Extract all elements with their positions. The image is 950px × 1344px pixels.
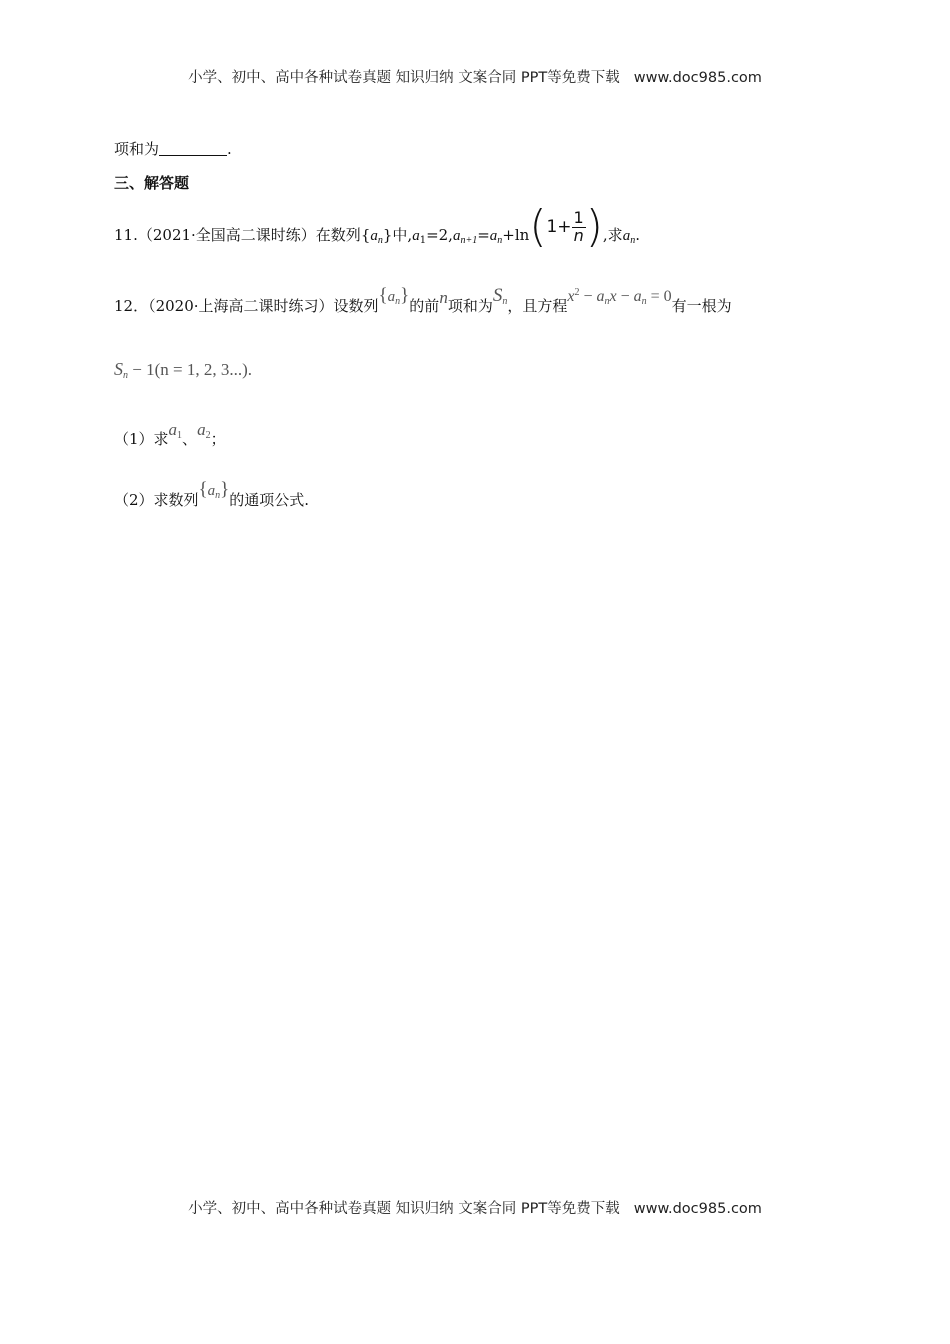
q12-root: 有一根为 [671, 297, 732, 315]
q12-eq-a2: a [633, 288, 642, 305]
q12-eq-x: x [609, 288, 617, 305]
q12-part2-label: （2）求数列 [114, 491, 199, 509]
q12-part1-sep: 、 [182, 430, 198, 448]
q11-source: （2021·全国高二课时练）在数列 [137, 226, 361, 244]
q11-brace-close: } [382, 226, 393, 244]
q11-mid: 中, [392, 226, 413, 244]
q12-part1-label: （1）求 [114, 430, 169, 448]
continuation-end: . [227, 140, 232, 158]
header-banner [0, 66, 950, 87]
q12-eq-n2: n [641, 296, 647, 307]
q11-a1: a [412, 228, 420, 244]
header-text: 小学、初中、高中各种试卷真题 知识归纳 文案合同 PPT等免费下载 [188, 70, 620, 86]
q11-tail: ,求 [602, 226, 623, 244]
q12-front: 的前 [409, 297, 440, 315]
q12-eq-a1: a [596, 288, 605, 305]
q12-eq0: = 0 [650, 288, 672, 305]
q12-S [492, 285, 508, 307]
q11-frac-den: n [573, 225, 584, 245]
q12-n: n [439, 288, 448, 307]
q11-an: a [489, 228, 498, 244]
q12-number: 12． [114, 297, 149, 315]
q12-brace-open: { [378, 285, 388, 306]
q12-terms-sum: 项和为 [447, 297, 493, 315]
q12-part2-seq [198, 479, 230, 501]
q12-sq: 2 [574, 287, 580, 298]
q12-seq-a: a [387, 289, 396, 305]
q12-seq [378, 285, 410, 307]
q12-part2-brace-open: { [198, 479, 208, 500]
q11-end: . [635, 226, 640, 244]
answer-blank [159, 141, 227, 156]
q11-sub-n1: n+1 [460, 235, 478, 246]
q11-brace-open: { [360, 226, 371, 244]
q12-part2 [114, 479, 310, 511]
q12-eq-n1: n [604, 296, 610, 307]
question-12 [114, 285, 732, 317]
section-heading: 三、解答题 [114, 174, 190, 192]
q12-part2-a: a [207, 483, 216, 499]
q11-sub-n: n [497, 235, 503, 246]
q12-part1-a1 [169, 420, 183, 439]
q12-line2-minus1: − 1 [132, 360, 155, 379]
question-11 [114, 201, 640, 258]
q12-part1-a1-letter: a [168, 420, 178, 439]
q12-line2-S: S [114, 359, 123, 379]
q12-comma-eq: ，且方程 [507, 297, 568, 315]
q12-part1-a1-sub: 1 [177, 430, 183, 441]
q11-one-plus: 1+ [546, 216, 572, 237]
q12-seq-n: n [395, 296, 401, 307]
q12-minus-1: − [583, 288, 593, 305]
footer-banner [0, 1197, 950, 1218]
q12-part1 [114, 420, 226, 450]
q12-line2-n: n [123, 370, 128, 381]
q12-line2 [114, 360, 252, 381]
q12-equation [567, 288, 671, 305]
q11-an1: a [452, 228, 461, 244]
q12-part2-n: n [215, 490, 221, 501]
q12-part1-a2-letter: a [197, 420, 206, 439]
q11-tail-n: n [630, 235, 636, 246]
q11-fraction [572, 207, 586, 245]
q11-paren-left: ( [529, 201, 547, 252]
q12-part1-a2 [197, 420, 211, 439]
q11-number: 11. [114, 226, 138, 244]
footer-text: 小学、初中、高中各种试卷真题 知识归纳 文案合同 PPT等免费下载 [188, 1201, 620, 1217]
q12-part2-end: 的通项公式. [229, 491, 310, 509]
header-url[interactable]: www.doc985.com [633, 70, 762, 86]
q11-tail-a: a [622, 228, 631, 244]
q11-seq-n: n [377, 235, 383, 246]
q12-source: （2020·上海高二课时练习）设数列 [148, 297, 379, 315]
q11-paren-right: ) [585, 201, 603, 252]
q12-part1-end: ； [210, 430, 226, 448]
footer-url[interactable]: www.doc985.com [633, 1201, 762, 1217]
q12-minus-2: − [620, 288, 630, 305]
q12-S-sub: n [502, 296, 508, 307]
q12-brace-close: } [400, 285, 410, 306]
q12-S-letter: S [492, 285, 503, 306]
q12-part1-a2-sub: 2 [205, 430, 211, 441]
continuation-text: 项和为 [114, 140, 160, 158]
q11-plus-ln: +ln [502, 226, 530, 244]
q11-eq2: =2, [426, 226, 453, 244]
continuation-line [114, 141, 232, 157]
q11-sub1: 1 [419, 235, 427, 246]
q11-seq-a: a [370, 228, 378, 244]
q11-frac-num: 1 [573, 207, 584, 227]
q12-line2-cond: (n = 1, 2, 3...). [154, 360, 253, 379]
q12-part2-brace-close: } [220, 479, 230, 500]
q12-x: x [567, 288, 575, 305]
q11-eq: = [477, 226, 490, 244]
